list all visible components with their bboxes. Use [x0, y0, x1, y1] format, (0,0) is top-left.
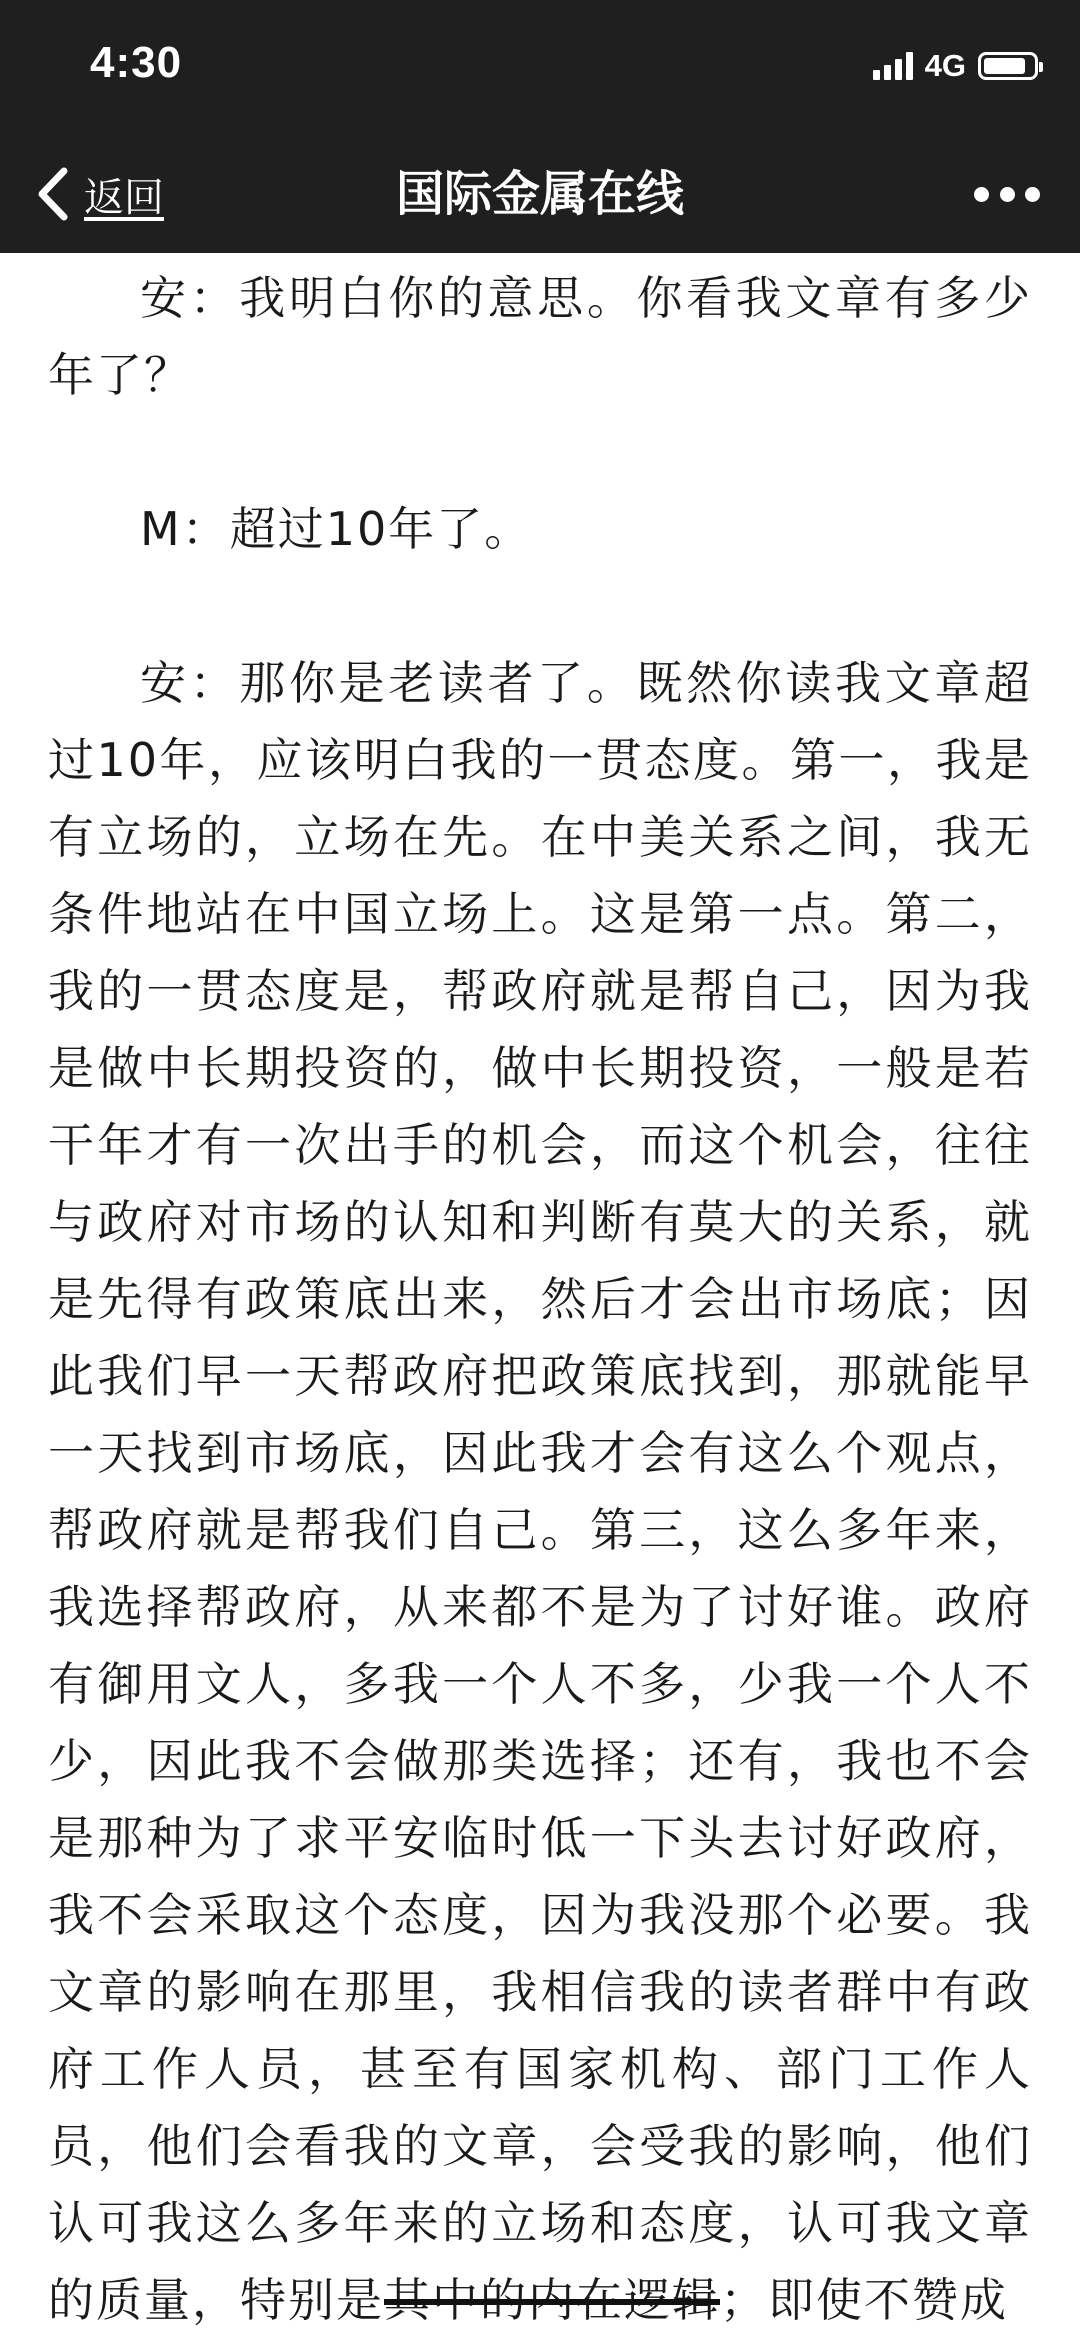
navigation-bar: [0, 135, 1080, 253]
paragraph-text: 安：那你是老读者了。既然你读我文章超过10年，应该明白我的一贯态度。第一，我是有立场的，立场在先。在中美关系之间，我无条件地站在中国立场上。这是第一点。第二，我的一贯态度是，帮政府就是帮自己，因为我是做中长期投资的，做中长期投资，一般是若干年才有一次出手的机会，而这个机会，往往与政府对市场的认知和判断有莫大的关系，就是先得有政策底出来，然后才会出市场底；因此我们早一天帮政府把政策底找到，那就能早一天找到市场底，因此我才会有这么个观点，帮政府就是帮我们自己。第三，这么多年来，我选择帮政府，从来都不是为了讨好谁。政府有御用文人，多我一个人不多，少我一个人不少，因此我不会做那类选择；还有，我也不会是那种为了求平安临时低一下头去讨好政府，我不会采取这个态度，因为我没那个必要。我文章的影响在那里，我相信我的读者群中有政府工作人员，甚至有国家机构、部门工作人员，他们会看我的文章，会受我的影响，他们认可我这么多年来的立场和态度，认可我文章的质量，特别是: [48, 656, 1032, 2327]
network-type: 4G: [924, 48, 966, 83]
page-title: 国际金属在线: [395, 166, 684, 222]
article-body: [48, 253, 1032, 2339]
more-dots-icon[interactable]: [974, 159, 1040, 229]
status-bar: [0, 0, 1080, 135]
paragraph-tail-text: ；即使不赞成: [720, 2273, 1008, 2327]
struck-through-text: 其中的内在逻辑: [384, 2273, 720, 2327]
battery-level: [984, 58, 1025, 74]
battery-icon: [978, 52, 1038, 80]
status-indicators: [873, 46, 1038, 86]
cellular-signal-icon: [873, 52, 913, 80]
article-paragraph: 安：我明白你的意思。你看我文章有多少年了？: [48, 271, 1032, 402]
article-paragraph: M：超过10年了。: [140, 502, 533, 556]
back-label: 返回: [84, 174, 164, 221]
status-time: 4:30: [90, 38, 183, 87]
article-paragraph: [48, 645, 1032, 2339]
